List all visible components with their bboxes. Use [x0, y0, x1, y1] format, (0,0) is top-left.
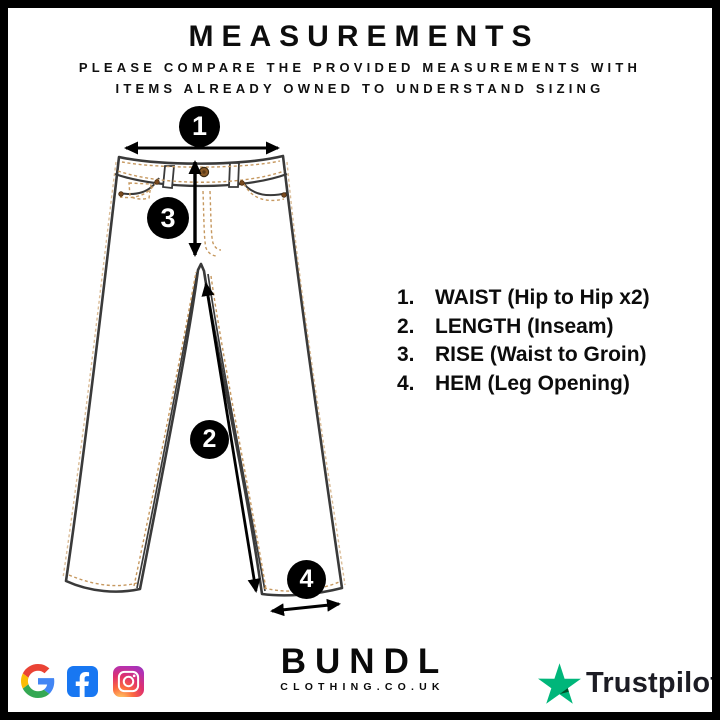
marker-length: 2	[190, 420, 229, 459]
legend-item-rise	[397, 343, 650, 372]
brand-domain: CLOTHING.CO.UK	[280, 681, 445, 693]
google-icon	[21, 664, 55, 698]
trustpilot-logo	[538, 663, 720, 704]
legend-number: 1.	[397, 286, 415, 309]
legend-label: LENGTH (Inseam)	[435, 314, 614, 338]
legend-number: 4.	[397, 371, 415, 395]
subtitle	[0, 57, 720, 99]
brand-name: BUNDL	[280, 642, 449, 681]
legend-label: RISE (Waist to Groin)	[435, 343, 647, 367]
page-title: MEASUREMENTS	[188, 20, 540, 53]
trustpilot-star-icon	[538, 663, 581, 704]
subtitle-line-2: ITEMS ALREADY OWNED TO UNDERSTAND SIZING	[115, 81, 605, 96]
legend-label: WAIST (Hip to Hip x2)	[435, 286, 650, 309]
legend-number: 2.	[397, 314, 415, 338]
marker-hem: 4	[287, 560, 326, 599]
social-icons	[21, 664, 144, 698]
trustpilot-label: Trustpilot	[586, 667, 720, 699]
facebook-icon	[67, 666, 98, 697]
subtitle-line-1: PLEASE COMPARE THE PROVIDED MEASUREMENTS WITH	[78, 60, 642, 75]
legend-label: HEM (Leg Opening)	[435, 371, 630, 395]
marker-waist: 1	[179, 106, 220, 147]
legend-number: 3.	[397, 343, 415, 367]
hem-arrow	[272, 604, 339, 611]
legend-item-hem	[397, 372, 650, 401]
legend-item-length	[397, 315, 650, 344]
marker-rise: 3	[147, 197, 189, 239]
measurement-legend	[397, 286, 650, 400]
legend-item-waist	[397, 286, 650, 315]
instagram-icon	[113, 666, 144, 697]
